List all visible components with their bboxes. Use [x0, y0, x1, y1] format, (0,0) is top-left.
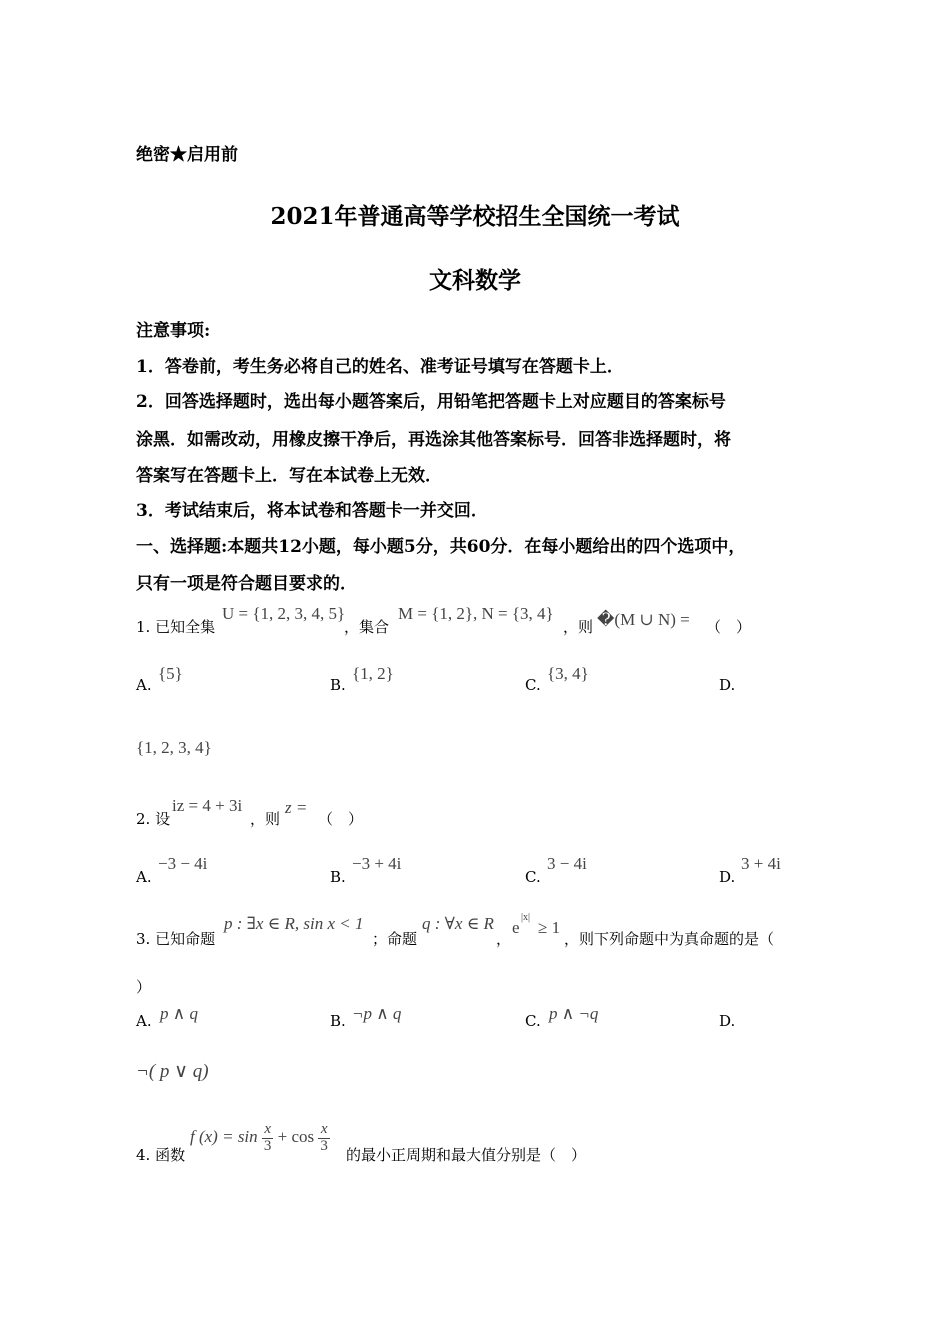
- q2-option-c-label: C.: [525, 868, 541, 886]
- q1-option-b: {1, 2}: [352, 664, 394, 683]
- q3-proposition-q: q : ∀x ∈ R: [422, 914, 494, 933]
- q4-frac2-den: 3: [320, 1137, 328, 1154]
- q4-plus-cos: + cos: [277, 1127, 315, 1147]
- note-2c: 答案写在答题卡上．写在本试卷上无效．: [136, 466, 442, 486]
- q1-option-c: {3, 4}: [547, 664, 589, 683]
- q3-option-b-label: B.: [330, 1012, 346, 1030]
- q3-option-c-label: C.: [525, 1012, 541, 1030]
- q4-prefix: 4. 函数: [136, 1146, 186, 1164]
- q1-option-d: {1, 2, 3, 4}: [136, 738, 212, 757]
- q3-option-d: ¬( p ∨ q): [136, 1061, 209, 1082]
- q4-fraction-2: [318, 1122, 330, 1155]
- q1-mid: ，集合: [344, 618, 390, 636]
- q4-frac2-num: x: [320, 1121, 328, 1137]
- exam-title: 2021年普通高等学校招生全国统一考试: [270, 203, 680, 230]
- q3-exp-sup: |x|: [521, 912, 531, 923]
- q4-tail: 的最小正周期和最大值分别是（ ）: [346, 1146, 587, 1164]
- q2-z: z =: [285, 798, 308, 817]
- section-heading-2: 只有一项是符合题目要求的．: [136, 574, 357, 594]
- q1-sets-mn: M = {1, 2}, N = {3, 4}: [398, 604, 554, 623]
- q1-universal-set: U = {1, 2, 3, 4, 5}: [222, 604, 346, 623]
- q3-option-d-label: D.: [719, 1012, 736, 1030]
- q2-option-a: −3 − 4i: [158, 854, 208, 873]
- exam-subtitle: 文科数学: [429, 267, 521, 294]
- q2-option-d: 3 + 4i: [741, 854, 781, 873]
- q2-paren: （ ）: [318, 810, 364, 828]
- secret-label: 绝密★启用前: [136, 145, 238, 165]
- q4-frac1-den: 3: [263, 1137, 272, 1154]
- notes-heading: 注意事项:: [136, 321, 211, 341]
- q2-option-d-label: D.: [719, 868, 736, 886]
- q1-option-b-label: B.: [330, 676, 346, 694]
- q2-option-b: −3 + 4i: [352, 854, 402, 873]
- q4-function: [190, 1122, 330, 1155]
- q1-option-d-label: D.: [719, 676, 736, 694]
- q2-prefix: 2. 设: [136, 810, 171, 828]
- q2-option-a-label: A.: [136, 868, 152, 886]
- section-heading-1: 一、选择题:本题共12小题，每小题5分，共60分．在每小题给出的四个选项中，: [136, 537, 746, 557]
- q1-option-a-label: A.: [136, 676, 152, 694]
- q1-option-a: {5}: [158, 664, 183, 683]
- note-2b: 涂黑．如需改动，用橡皮擦干净后，再选涂其他答案标号．回答非选择题时，将: [136, 430, 731, 450]
- q3-proposition-p: p : ∃x ∈ R, sin x < 1: [224, 914, 364, 933]
- q3-close: ）: [136, 978, 152, 996]
- q3-exp-base: e: [512, 918, 520, 937]
- q1-prefix: 1. 已知全集: [136, 618, 216, 636]
- q4-fraction-1: [262, 1122, 274, 1155]
- q3-option-b: ¬p ∧ q: [352, 1004, 402, 1023]
- q1-paren: （ ）: [706, 618, 752, 636]
- note-3: 3．考试结束后，将本试卷和答题卡一并交回．: [136, 501, 488, 521]
- q1-then: ，则: [563, 618, 594, 636]
- q3-option-a-label: A.: [136, 1012, 152, 1030]
- q1-option-c-label: C.: [525, 676, 541, 694]
- q3-prefix: 3. 已知命题: [136, 930, 216, 948]
- q3-option-c: p ∧ ¬q: [549, 1004, 599, 1023]
- q1-complement: �(M ∪ N) =: [597, 610, 690, 629]
- q2-option-b-label: B.: [330, 868, 346, 886]
- q2-option-c: 3 − 4i: [547, 854, 587, 873]
- q2-equation: iz = 4 + 3i: [172, 796, 243, 815]
- q4-frac1-num: x: [264, 1121, 271, 1137]
- q3-comma: ，: [496, 930, 512, 948]
- q3-ge: ≥ 1: [538, 918, 561, 937]
- q3-semicolon: ；命题: [372, 930, 418, 948]
- q4-f-lhs: f (x) = sin: [190, 1127, 258, 1147]
- q2-then: ，则: [250, 810, 281, 828]
- note-2a: 2．回答选择题时，选出每小题答案后，用铅笔把答题卡上对应题目的答案标号: [136, 392, 726, 412]
- q3-option-a: p ∧ q: [160, 1004, 198, 1023]
- note-1: 1．答卷前，考生务必将自己的姓名、准考证号填写在答题卡上．: [136, 357, 624, 377]
- q3-tail: ，则下列命题中为真命题的是（: [564, 930, 775, 948]
